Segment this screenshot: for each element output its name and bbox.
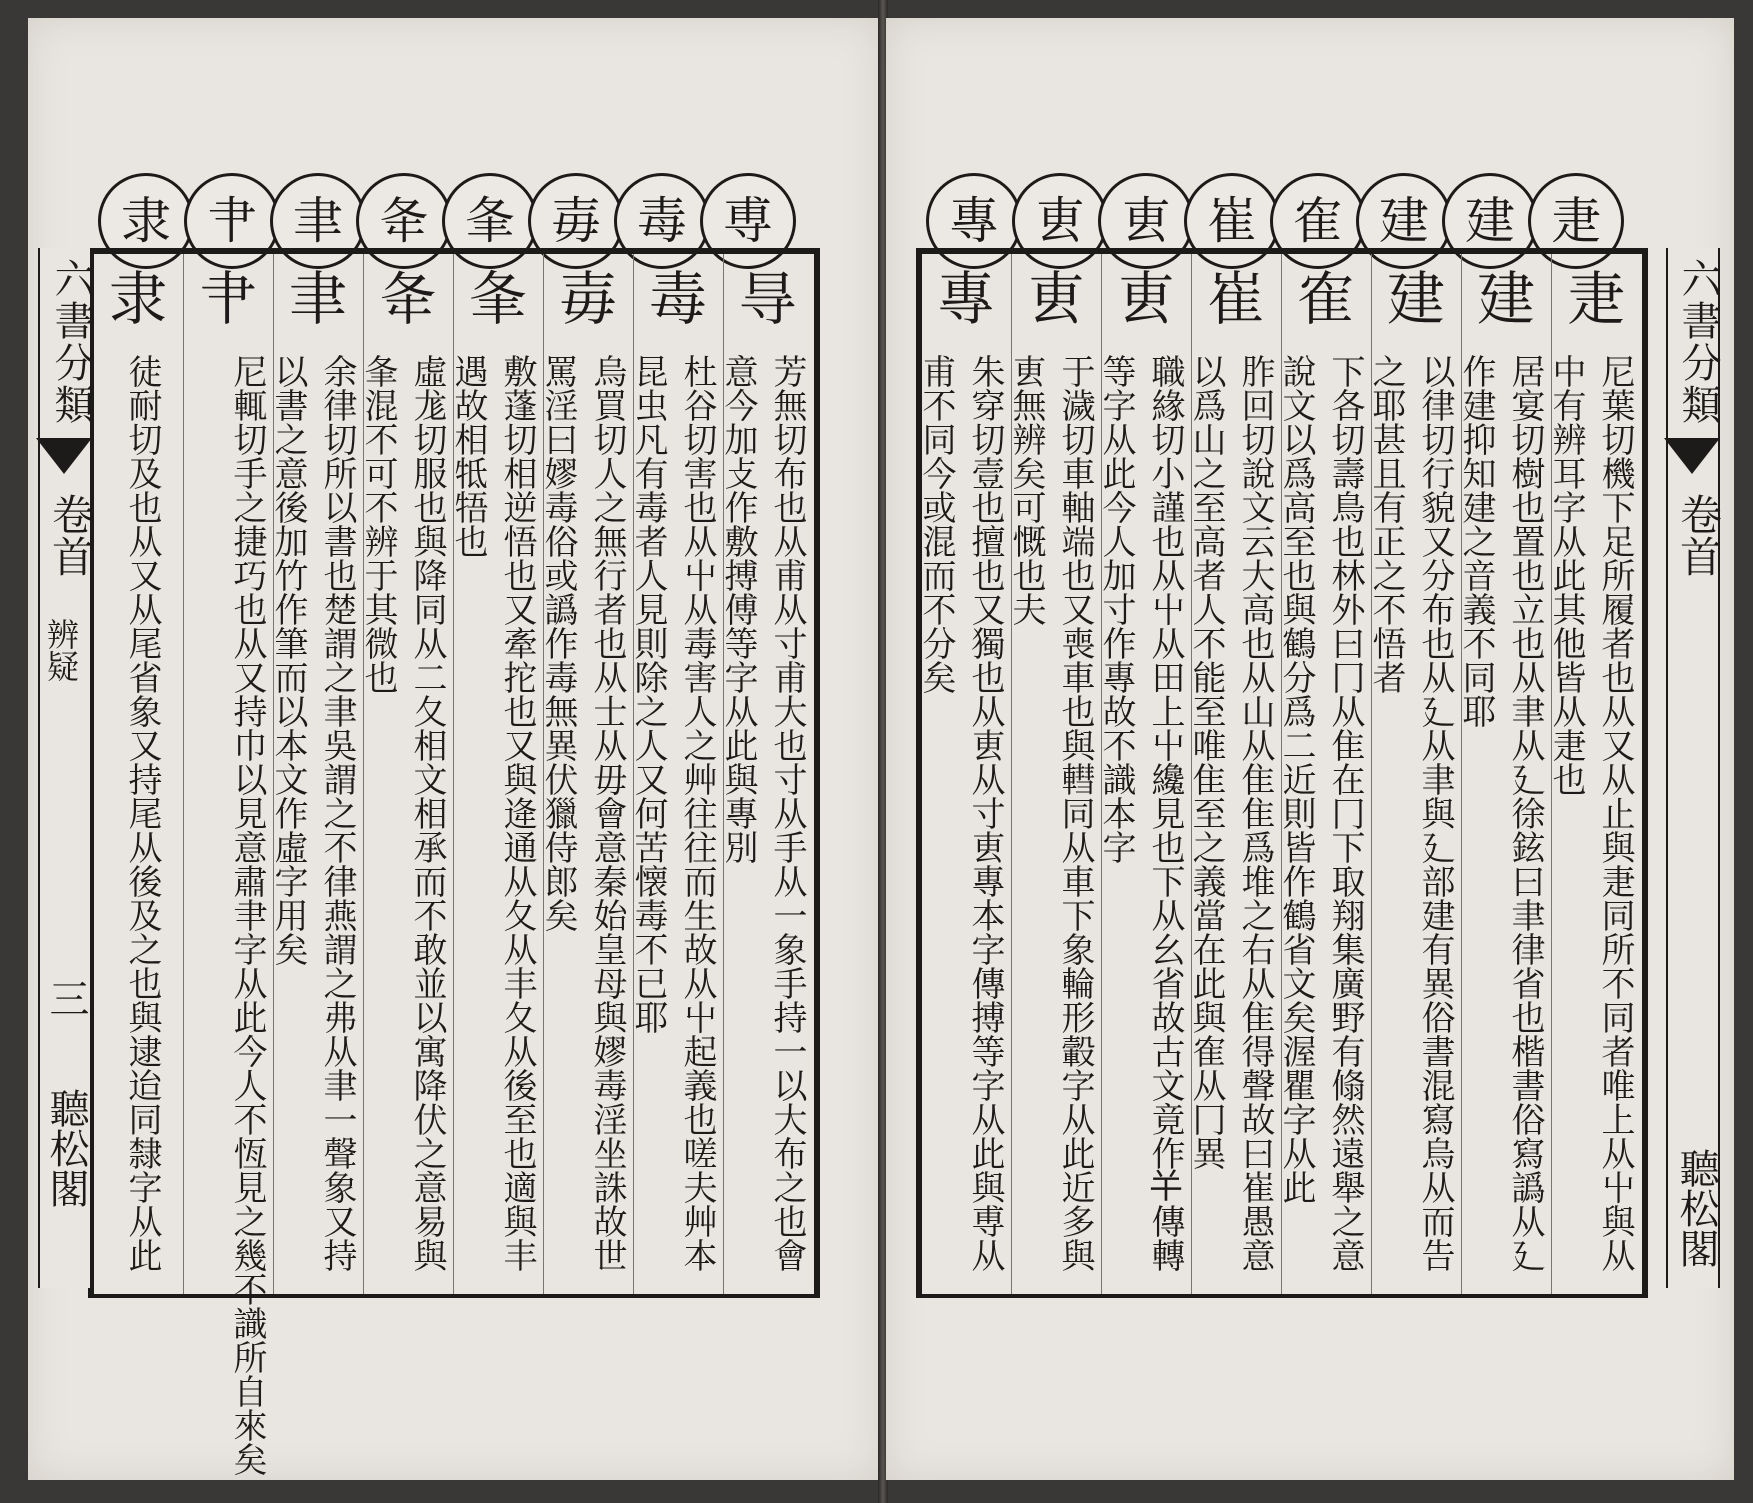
heading-circle: 叀 bbox=[1012, 173, 1108, 269]
folio-number: 三 bbox=[43, 978, 89, 1018]
entry-gloss: 于濊切車軸端也又喪車也與轊同从車下象輪形轂字从此近多與叀無辨矣可慨也夫 bbox=[1006, 354, 1095, 1272]
publisher-name: 聽松閣 bbox=[43, 1088, 89, 1208]
entry-column bbox=[184, 254, 272, 1476]
heading-circle: 夅 bbox=[356, 173, 452, 269]
seal-character: 專 bbox=[936, 265, 995, 333]
seal-character: 夆 bbox=[468, 265, 527, 333]
seal-character: 毒 bbox=[648, 265, 707, 333]
entry-column bbox=[94, 254, 182, 1294]
volume-label: 卷首 bbox=[1674, 493, 1723, 577]
entry-gloss: 余律切所以書也楚謂之聿吳謂之不律燕謂之弗从聿一聲象又持以書之意後加竹作筆而以本文作虛字用矣 bbox=[268, 354, 357, 1272]
seal-character: 叀 bbox=[1026, 265, 1085, 333]
entry-column bbox=[628, 254, 722, 1294]
seal-character: 肀 bbox=[198, 265, 257, 333]
heading-circle: 毐 bbox=[528, 173, 624, 269]
heading-circle: 肀 bbox=[184, 173, 280, 269]
entry-column bbox=[268, 254, 362, 1294]
entry-column bbox=[718, 254, 812, 1294]
heading-circle: 毒 bbox=[614, 173, 710, 269]
entry-column bbox=[538, 254, 632, 1294]
entry-gloss: 居宴切樹也置也立也从聿从廴徐鉉曰聿律省也楷書俗寫譌从廴作建抑知建之音義不同耶 bbox=[1456, 354, 1545, 1272]
seal-character: 聿 bbox=[288, 265, 347, 333]
seal-character: 隺 bbox=[1296, 265, 1355, 333]
seal-character: 建 bbox=[1476, 265, 1535, 333]
seal-character: 崔 bbox=[1206, 265, 1265, 333]
entry-column bbox=[1366, 254, 1460, 1294]
entry-column bbox=[358, 254, 452, 1294]
entry-column bbox=[916, 254, 1010, 1294]
entry-gloss: 尼輒切手之捷巧也从又持巾以見意肅𦘒字从此今人不恆見之幾不識所自來矣 bbox=[227, 354, 267, 1476]
entry-gloss: 徒耐切及也从又从尾省象又持尾从後及之也與逮迨同隸字从此 bbox=[122, 354, 162, 1272]
heading-circle: 建 bbox=[1442, 173, 1538, 269]
entry-gloss: 烏買切人之無行者也从士从毋會意秦始皇母與嫪毒淫坐誅故世罵淫曰嫪毒俗或譌作毒無異伏獵侍郎矣 bbox=[538, 354, 627, 1272]
heading-circle: 叀 bbox=[1098, 173, 1194, 269]
entry-gloss: 敷蓬切相逆悟也又牽拕也又與逄通从夂从丰夂从後至也適與丰遇故相牴牾也 bbox=[448, 354, 537, 1272]
publisher-name: 聽松閣 bbox=[1673, 1148, 1719, 1268]
heading-circle: 隺 bbox=[1270, 173, 1366, 269]
seal-character: 隶 bbox=[108, 265, 167, 333]
right-page bbox=[886, 18, 1734, 1480]
fishtail-mark bbox=[36, 438, 92, 474]
book-title: 六書分類 bbox=[1675, 258, 1721, 426]
seal-character: 建 bbox=[1386, 265, 1445, 333]
entry-gloss: 朱穿切壹也擅也又獨也从叀从寸叀專本字傳搏等字从此與尃从甫不同今或混而不分矣 bbox=[916, 354, 1005, 1272]
seal-character: 毐 bbox=[558, 265, 617, 333]
entry-column bbox=[1096, 254, 1190, 1294]
entry-gloss: 虛尨切服也與降同从二夂相文相承而不敢並以寓降伏之意易與夆混不可不辨于其微也 bbox=[358, 354, 447, 1272]
left-page bbox=[28, 18, 880, 1480]
seal-character: 㝵 bbox=[738, 265, 797, 333]
entry-gloss: 尼葉切機下足所履者也从又从止與疌同所不同者唯上从屮與从中有辨耳字从此其他皆从疌也 bbox=[1546, 354, 1635, 1272]
entry-column bbox=[1456, 254, 1550, 1294]
seal-character: 叀 bbox=[1116, 265, 1175, 333]
entry-gloss: 職緣切小謹也从屮从田上屮纔見也下从幺省故古文竟作𢆉傳轉等字从此今人加寸作專故不識本字 bbox=[1096, 354, 1185, 1272]
heading-circle: 崔 bbox=[1184, 173, 1280, 269]
seal-character: 疌 bbox=[1566, 265, 1625, 333]
entry-gloss: 以律切行貌又分布也从廴从聿與廴部建有異俗書混寫烏从而告之耶甚且有正之不悟者 bbox=[1366, 354, 1455, 1272]
left-text-frame bbox=[88, 248, 820, 1476]
right-text-frame bbox=[916, 248, 1648, 1298]
fishtail-mark bbox=[1664, 438, 1720, 474]
book-title: 六書分類 bbox=[48, 258, 94, 426]
heading-circle: 聿 bbox=[270, 173, 366, 269]
entry-column bbox=[1546, 254, 1640, 1294]
heading-circle: 疌 bbox=[1528, 173, 1624, 269]
entry-gloss: 杜谷切害也从屮从毒害人之艸往往而生故从屮起義也嗟夫艸本昆虫凡有毒者人見則除之人又何苦懐毒不已耶 bbox=[628, 354, 717, 1272]
heading-circle: 尃 bbox=[700, 173, 796, 269]
entry-column bbox=[448, 254, 542, 1294]
volume-label: 卷首 bbox=[46, 493, 95, 577]
entry-column bbox=[1186, 254, 1280, 1294]
heading-circle: 隶 bbox=[98, 173, 194, 269]
seal-character: 夅 bbox=[378, 265, 437, 333]
heading-circle: 建 bbox=[1356, 173, 1452, 269]
entry-gloss: 芳無切布也从甫从寸甫大也寸从手从一象手持一以大布之也會意今加攴作敷搏傅等字从此與專別 bbox=[718, 354, 807, 1272]
heading-circle: 夆 bbox=[442, 173, 538, 269]
entry-column bbox=[1006, 254, 1100, 1294]
heading-circle: 專 bbox=[926, 173, 1022, 269]
entry-gloss: 下各切壽鳥也林外曰冂从隹在冂下取翔集廣野有翛然遠舉之意說文以爲高至也與鶴分爲二近則皆作鶴省文矣渥瞿字从此 bbox=[1276, 354, 1365, 1272]
section-label: 辨疑 bbox=[42, 618, 80, 682]
entry-column bbox=[1276, 254, 1370, 1294]
entry-gloss: 胙回切說文云大高也从山从隹隹爲堆之右从隹得聲故曰崔愚意以爲山之至高者人不能至唯隹至之義當在此與隺从冂異 bbox=[1186, 354, 1275, 1272]
